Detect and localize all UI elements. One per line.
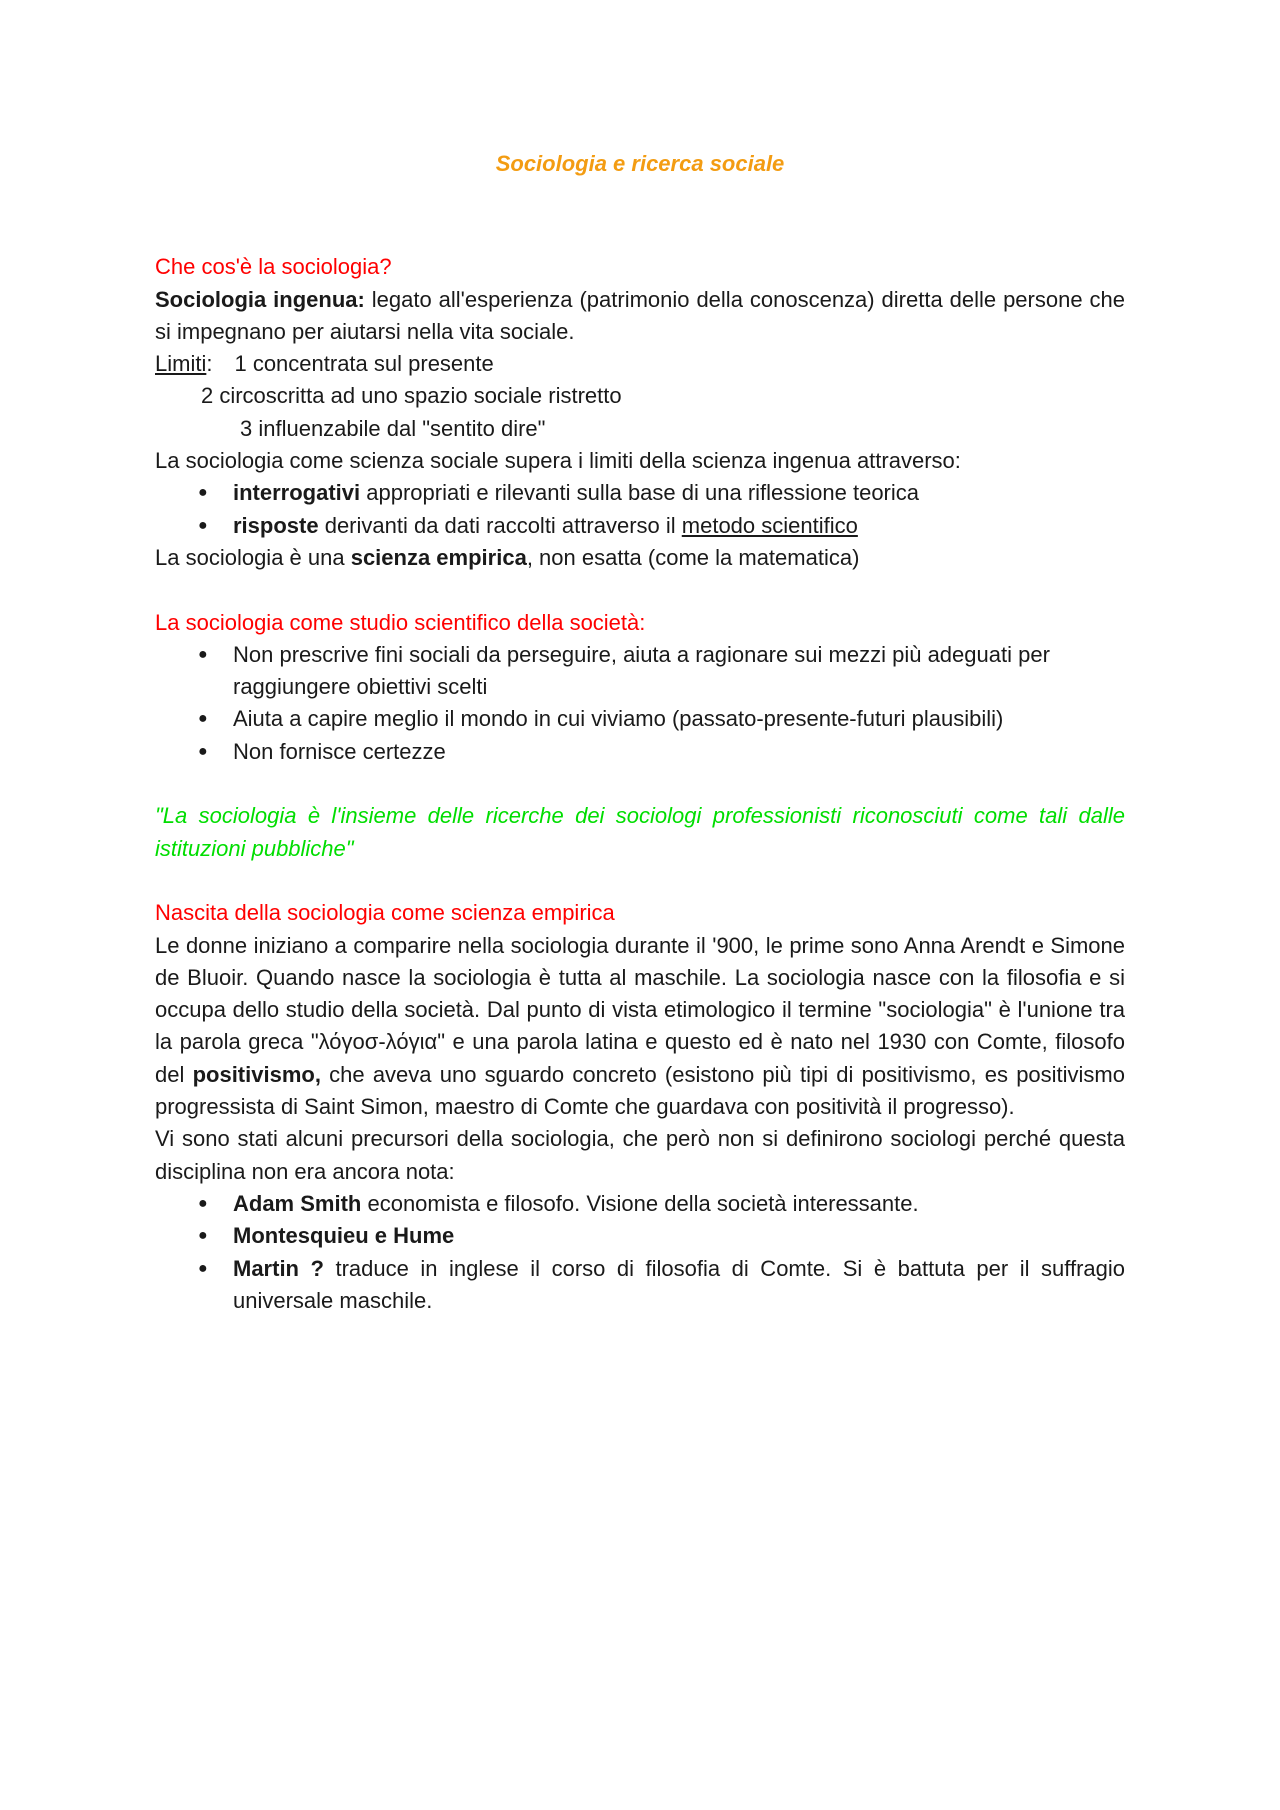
limit-item: 1 concentrata sul presente (234, 351, 494, 377)
section-heading: La sociologia come studio scientifico della società: (155, 609, 646, 635)
paragraph-text: legato all'esperienza (patrimonio della conoscenza) diretta delle persone che si impegnano per aiutarsi nella vita sociale. (155, 286, 1125, 344)
bold-term: positivismo, (192, 1061, 321, 1087)
bullet-icon: ● (198, 645, 208, 663)
bullet-list (155, 477, 1125, 542)
underlined-term: metodo scientifico (681, 512, 858, 538)
list-item-text: Non fornisce certezze (233, 738, 446, 764)
spacer (155, 865, 1125, 897)
list-item (155, 477, 1125, 509)
list-item-text: appropriati e rilevanti sulla base di una riflessione teorica (360, 480, 920, 506)
bold-term: Adam Smith (233, 1190, 362, 1216)
list-item (155, 1188, 1125, 1220)
list-item (155, 1253, 1125, 1318)
paragraph-nascita (155, 930, 1125, 1124)
bullet-icon: ● (198, 710, 208, 728)
spacer (155, 768, 1125, 800)
paragraph-text: Le donne iniziano a comparire nella sociologia durante il '900, le prime sono Anna Arendt e Simone de Bluoir. Quando nasce la sociologia è tutta al maschile. La sociologia nasce con la filosofia e si occupa dello studio della società. Dal punto di vista etimologico il termine "sociologia" è l'unione tra la parola greca "λόγοσ-λόγια" e una parola latina e questo ed è nato nel 1930 con Comte, filosofo del (155, 932, 1125, 1087)
bullet-list (155, 639, 1125, 768)
limit-item: 3 influenzabile dal "sentito dire" (240, 415, 546, 441)
quote: "La sociologia è l'insieme delle ricerche dei sociologi professionisti riconosciuti come tali dalle istituzioni pubbliche" (155, 803, 1125, 861)
bullet-icon: ● (198, 1259, 208, 1277)
paragraph-text: , non esatta (come la matematica) (526, 544, 860, 570)
document-content (155, 148, 1125, 1317)
bold-term: Martin ? (233, 1255, 324, 1281)
bold-term: Sociologia ingenua: (155, 286, 365, 312)
paragraph-text: La sociologia è una (155, 544, 351, 570)
paragraph-ingenua (155, 284, 1125, 349)
list-item (155, 736, 1125, 768)
limits-line-1 (155, 348, 1125, 380)
paragraph-precursori: Vi sono stati alcuni precursori della sociologia, che però non si definirono sociologi perché questa disciplina non era ancora nota: (155, 1126, 1125, 1184)
page-title: Sociologia e ricerca sociale (495, 151, 785, 176)
paragraph-text: che aveva uno sguardo concreto (esistono più tipi di positivismo, es positivismo progressista di Saint Simon, maestro di Comte che guardava con positività il progresso). (155, 1061, 1125, 1120)
bullet-icon: ● (198, 1227, 208, 1245)
bullet-icon: ● (198, 516, 208, 534)
list-item-text: derivanti da dati raccolti attraverso il (318, 512, 682, 538)
bullet-list (155, 1188, 1125, 1317)
list-item (155, 639, 1125, 704)
list-item (155, 510, 1125, 542)
list-item-text: Aiuta a capire meglio il mondo in cui viviamo (passato-presente-futuri plausibili) (233, 706, 1004, 732)
bold-term: scienza empirica (350, 544, 527, 570)
bold-term: risposte (233, 512, 319, 538)
bold-term: Montesquieu e Hume (233, 1223, 455, 1249)
section-heading: Nascita della sociologia come scienza empirica (155, 900, 615, 926)
list-item-text: economista e filosofo. Visione della società interessante. (361, 1190, 919, 1216)
bullet-icon: ● (198, 742, 208, 760)
paragraph-supera: La sociologia come scienza sociale supera i limiti della scienza ingenua attraverso: (155, 448, 961, 474)
paragraph-empirica (155, 542, 1125, 574)
limits-colon: : (206, 351, 213, 377)
spacer (155, 574, 1125, 606)
bullet-icon: ● (198, 484, 208, 502)
bold-term: interrogativi (233, 480, 361, 506)
section-heading: Che cos'è la sociologia? (155, 254, 392, 280)
list-item-text: traduce in inglese il corso di filosofia di Comte. Si è battuta per il suffragio universale maschile. (233, 1255, 1125, 1313)
list-item (155, 1220, 1125, 1252)
bullet-icon: ● (198, 1194, 208, 1212)
limit-item: 2 circoscritta ad uno spazio sociale ristretto (201, 383, 622, 409)
list-item-text: Non prescrive fini sociali da perseguire, aiuta a ragionare sui mezzi più adeguati per raggiungere obiettivi scelti (233, 641, 1050, 700)
list-item (155, 703, 1125, 735)
limits-label: Limiti (155, 351, 207, 377)
